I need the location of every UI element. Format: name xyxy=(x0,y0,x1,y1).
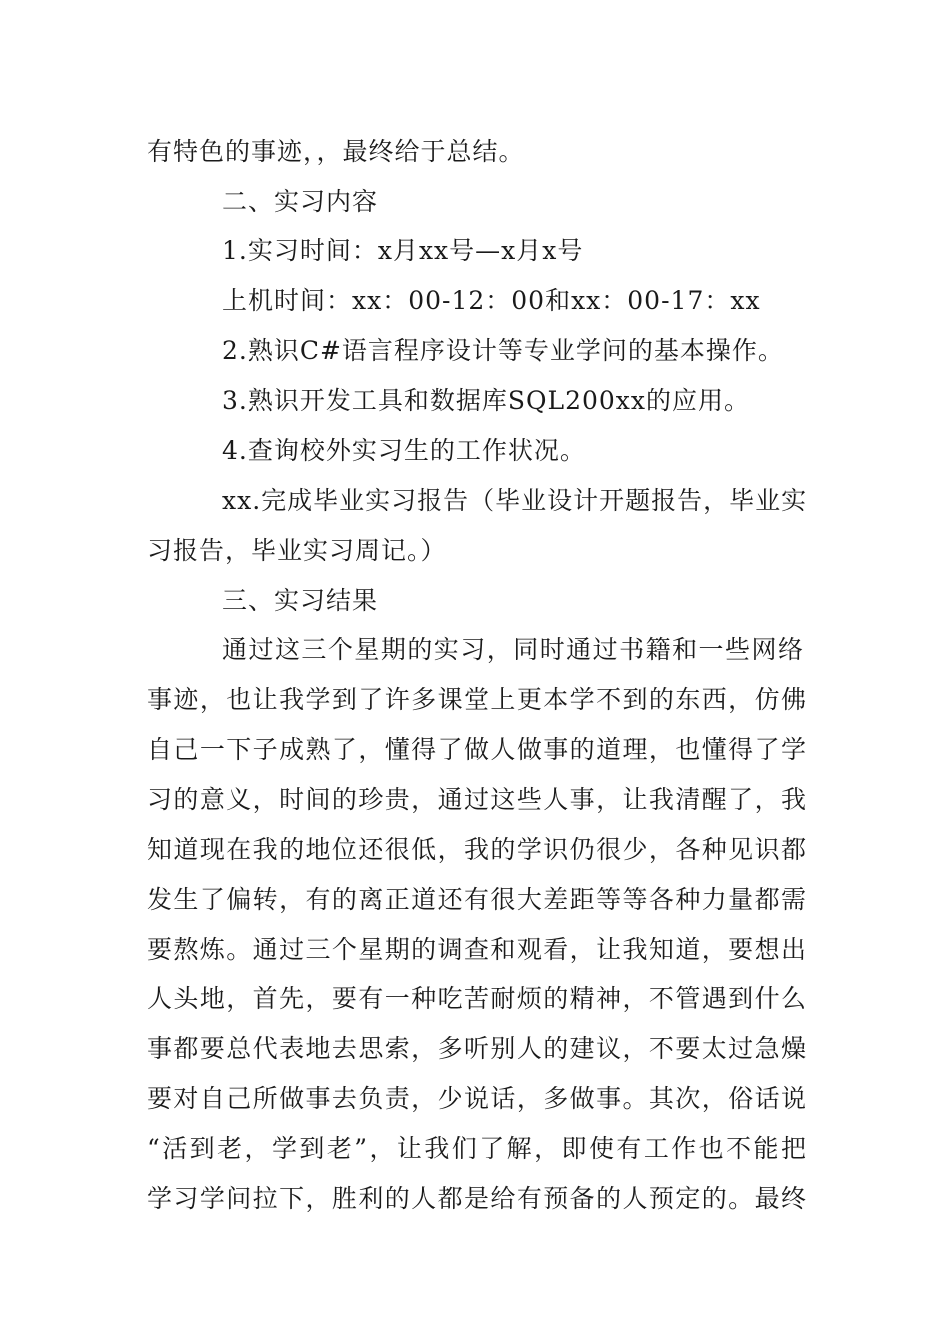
section-heading-internship-results: 三、实习结果 xyxy=(222,586,379,615)
paragraph-line-5: 知道现在我的地位还很低，我的学识仍很少，各种见识都 xyxy=(147,835,807,864)
section-heading-internship-content: 二、实习内容 xyxy=(222,187,379,216)
paragraph-line-3: 自己一下子成熟了，懂得了做人做事的道理，也懂得了学 xyxy=(147,735,807,764)
paragraph-line-7: 要熬炼。通过三个星期的调查和观看，让我知道，要想出 xyxy=(147,935,807,964)
text-line-item-4: 4.查询校外实习生的工作状况。 xyxy=(222,436,586,465)
paragraph-line-12: 学习学问拉下，胜利的人都是给有预备的人预定的。最终 xyxy=(147,1184,807,1213)
paragraph-line-8: 人头地，首先，要有一种吃苦耐烦的精神，不管遇到什么 xyxy=(147,984,807,1013)
text-line-1: 有特色的事迹，，最终给于总结。 xyxy=(147,137,525,166)
paragraph-line-2: 事迹，也让我学到了许多课堂上更本学不到的东西，仿佛 xyxy=(147,685,807,714)
paragraph-line-9: 事都要总代表地去思索，多听别人的建议，不要太过急燥 xyxy=(147,1034,807,1063)
text-line-item-xx-cont: 习报告，毕业实习周记。） xyxy=(147,536,447,565)
paragraph-line-10: 要对自己所做事去负责，少说话，多做事。其次，俗话说 xyxy=(147,1084,807,1113)
paragraph-line-1: 通过这三个星期的实习，同时通过书籍和一些网络 xyxy=(222,635,804,664)
text-line-internship-time: 1.实习时间：x月xx号—x月x号 xyxy=(222,236,584,265)
text-line-computer-time: 上机时间：xx：00-12：00和xx：00-17：xx xyxy=(222,286,761,315)
text-line-item-3: 3.熟识开发工具和数据库SQL200xx的应用。 xyxy=(222,386,750,415)
paragraph-line-11: “活到老，学到老”，让我们了解，即使有工作也不能把 xyxy=(147,1134,807,1163)
paragraph-line-6: 发生了偏转，有的离正道还有很大差距等等各种力量都需 xyxy=(147,885,807,914)
text-line-item-2: 2.熟识C#语言程序设计等专业学问的基本操作。 xyxy=(222,336,784,365)
text-line-item-xx: xx.完成毕业实习报告（毕业设计开题报告，毕业实 xyxy=(222,486,808,515)
paragraph-line-4: 习的意义，时间的珍贵，通过这些人事，让我清醒了，我 xyxy=(147,785,807,814)
